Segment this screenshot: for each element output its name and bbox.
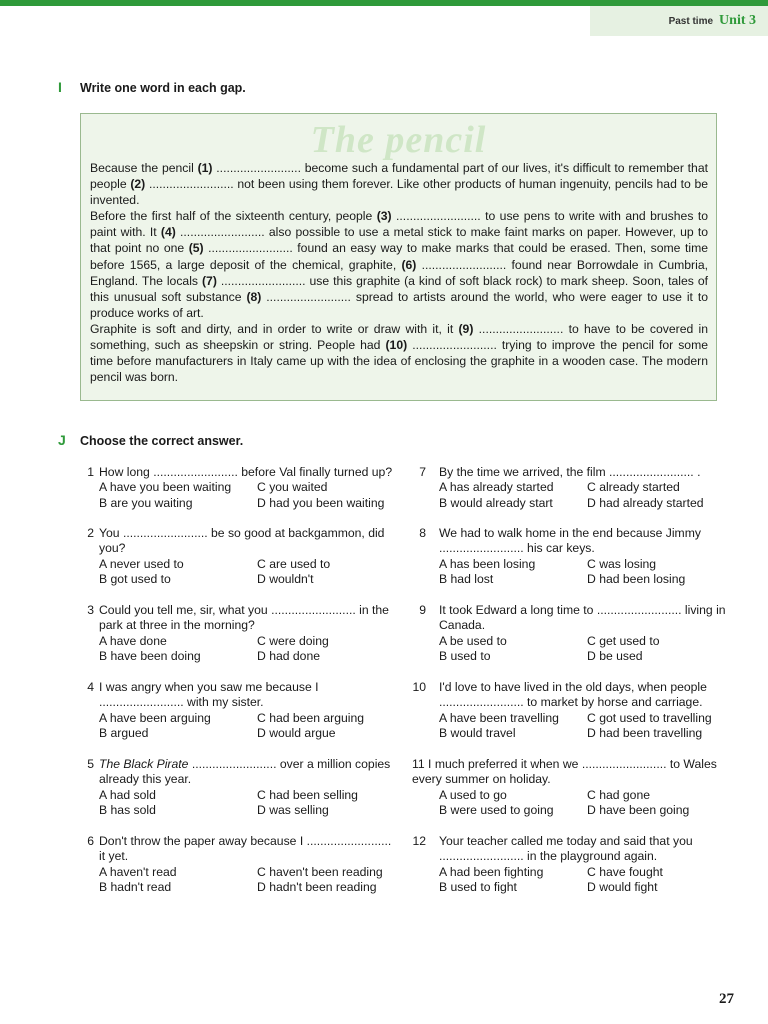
question-8 xyxy=(412,526,732,588)
option-a: A have done xyxy=(99,633,167,648)
option-d: D had been travelling xyxy=(587,726,703,741)
question-6 xyxy=(80,834,400,896)
question-9 xyxy=(412,603,732,665)
option-d: D would fight xyxy=(587,880,658,895)
passage-title: The pencil xyxy=(310,119,487,161)
option-d: D hadn't been reading xyxy=(257,880,377,895)
question-stem: 9 It took Edward a long time to ......................... living in Canada. xyxy=(419,603,726,633)
option-d: D had done xyxy=(257,649,321,664)
option-b: B got used to xyxy=(99,572,171,587)
question-stem: 7 By the time we arrived, the film ......................... . xyxy=(419,465,701,479)
question-stem: 11 I much preferred it when we ......................... to Wales every summer on holiday. xyxy=(412,757,717,787)
option-c: C got used to travelling xyxy=(587,710,712,725)
passage-box xyxy=(80,113,717,401)
option-a: A have been arguing xyxy=(99,710,211,725)
option-b: B has sold xyxy=(99,803,156,818)
question-4 xyxy=(80,680,400,742)
option-b: B used to xyxy=(439,649,491,664)
option-b: B have been doing xyxy=(99,649,201,664)
question-stem: 3 Could you tell me, sir, what you ......................... in the park at three in the morning? xyxy=(87,603,389,633)
option-a: A haven't read xyxy=(99,864,177,879)
question-stem: 4 I was angry when you saw me because I ......................... with my sister. xyxy=(87,680,319,710)
option-c: C get used to xyxy=(587,633,660,648)
header-unit-label: Unit 3 xyxy=(719,13,756,28)
section-i-instruction: Write one word in each gap. xyxy=(80,81,246,95)
option-a: A have you been waiting xyxy=(99,480,232,495)
question-1 xyxy=(80,465,400,511)
option-d: D have been going xyxy=(587,803,690,818)
option-a: A had been fighting xyxy=(439,864,544,879)
option-c: C had gone xyxy=(587,787,651,802)
passage-text xyxy=(90,160,708,385)
passage-paragraph-2: Before the first half of the sixteenth century, people (3) ......................... to use pens to write with and brushes to paint with. It (4) ......................... also possible to use a metal stick to make faint marks on paper. However, up to that point no one (5) ......................... found an easy way to make marks that could be erased. Then, some time before 1565, a large deposit of the chemical, graphite, (6) ......................... found near Borrowdale in Cumbria, England. The locals (7) ......................... use this graphite (a kind of soft black rock) to mark sheep. Soon, tales of this unusual soft substance (8) ......................... spread to artists around the world, who were eager to use it to produce works of art. xyxy=(90,209,709,320)
option-d: D had you been waiting xyxy=(257,495,385,510)
option-a: A never used to xyxy=(99,556,184,571)
page-number: 27 xyxy=(719,991,734,1007)
section-j-instruction: Choose the correct answer. xyxy=(80,434,244,448)
section-i-letter: I xyxy=(58,79,62,95)
option-d: D had been losing xyxy=(587,572,686,587)
option-c: C have fought xyxy=(587,864,663,879)
option-c: C you waited xyxy=(257,480,328,495)
option-b: B had lost xyxy=(439,572,494,587)
running-header xyxy=(590,6,768,36)
option-a: A have been travelling xyxy=(439,710,559,725)
question-10 xyxy=(412,680,732,742)
option-d: D had already started xyxy=(587,495,704,510)
question-3 xyxy=(80,603,400,665)
option-c: C already started xyxy=(587,480,680,495)
section-i-heading xyxy=(58,79,246,95)
option-b: B used to fight xyxy=(439,880,517,895)
option-d: D was selling xyxy=(257,803,329,818)
option-a: A has already started xyxy=(439,480,554,495)
option-c: C was losing xyxy=(587,556,657,571)
question-2 xyxy=(80,526,400,588)
option-b: B would travel xyxy=(439,726,516,741)
option-a: A used to go xyxy=(439,787,507,802)
passage-paragraph-1: Because the pencil (1) ......................... become such a fundamental part of our lives, it's difficult to remember that people (2) ......................... not been using them forever. Like other products of human ingenuity, pencils had to be invented. xyxy=(90,161,709,208)
question-stem: 1 How long ......................... before Val finally turned up? xyxy=(87,465,393,479)
question-12 xyxy=(412,834,732,896)
option-d: D be used xyxy=(587,649,643,664)
question-stem: 12 Your teacher called me today and said that you ......................... in the playground again. xyxy=(412,834,693,864)
option-b: B would already start xyxy=(439,495,553,510)
option-c: C had been arguing xyxy=(257,710,365,725)
option-c: C are used to xyxy=(257,556,331,571)
option-d: D wouldn't xyxy=(257,572,314,587)
option-b: B are you waiting xyxy=(99,495,193,510)
option-b: B were used to going xyxy=(439,803,554,818)
question-stem: 2 You ......................... be so good at backgammon, did you? xyxy=(87,526,385,556)
question-stem: 6 Don't throw the paper away because I ......................... it yet. xyxy=(87,834,392,864)
option-c: C were doing xyxy=(257,633,329,648)
option-a: A had sold xyxy=(99,787,156,802)
question-11 xyxy=(412,757,732,819)
question-stem: 5 The Black Pirate ......................... over a million copies already this year. xyxy=(87,757,391,787)
section-j-heading xyxy=(58,432,243,448)
question-stem: 8 We had to walk home in the end because Jimmy ......................... his car keys. xyxy=(419,526,701,556)
option-b: B argued xyxy=(99,726,149,741)
question-5 xyxy=(80,757,400,819)
option-c: C haven't been reading xyxy=(257,864,383,879)
option-b: B hadn't read xyxy=(99,880,172,895)
passage-paragraph-3: Graphite is soft and dirty, and in order to write or draw with it, it (9) ......................... to have to be covered in something, such as sheepskin or string. People had (10) ......................... trying to improve the pencil for some time before manufacturers in Italy came up with the idea of enclosing the graphite in a wooden case. The modern pencil was born. xyxy=(90,321,709,385)
option-d: D would argue xyxy=(257,726,336,741)
question-stem: 10 I'd love to have lived in the old days, when people ......................... to market by horse and carriage. xyxy=(412,680,707,710)
option-a: A be used to xyxy=(439,633,507,648)
header-section-label: Past time xyxy=(668,15,714,27)
section-j-letter: J xyxy=(58,432,66,448)
option-a: A has been losing xyxy=(439,556,536,571)
option-c: C had been selling xyxy=(257,787,358,802)
question-7 xyxy=(412,465,732,511)
